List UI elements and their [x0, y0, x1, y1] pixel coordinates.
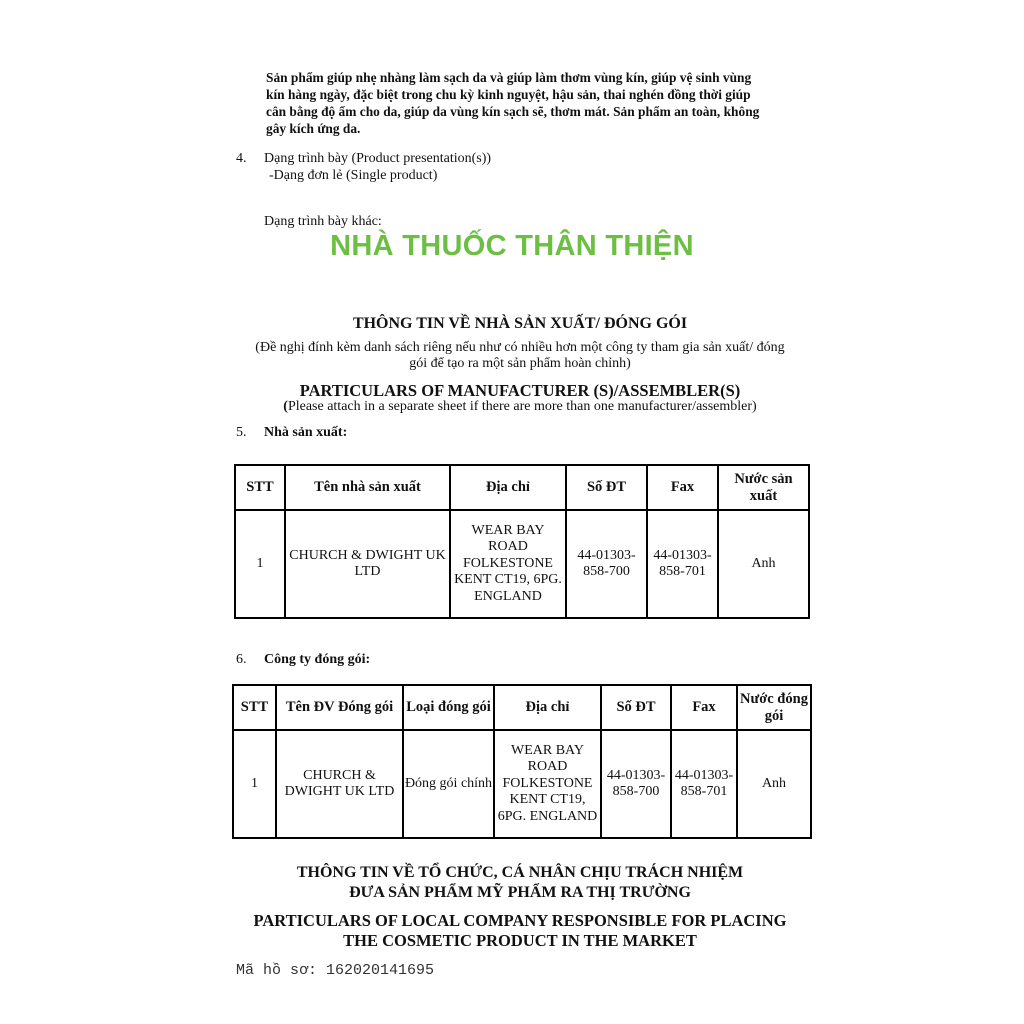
responsible-title-vi-line1: THÔNG TIN VỀ TỔ CHỨC, CÁ NHÂN CHỊU TRÁCH NHIỆM — [296, 864, 744, 881]
manufacturer-note-en — [0, 399, 1024, 415]
note-en-open-paren: ( — [283, 399, 288, 414]
section-5-title: Nhà sản xuất: — [264, 425, 348, 440]
packager-table — [232, 684, 812, 839]
section-6-number: 6. — [236, 652, 247, 667]
header-cell: Nước sản xuất — [718, 465, 809, 510]
table-cell: CHURCH & DWIGHT UK LTD — [285, 510, 450, 618]
header-cell: Nước đóng gói — [737, 685, 811, 730]
table-row — [233, 730, 811, 838]
header-cell: Tên nhà sản xuất — [285, 465, 450, 510]
description-line: kín hàng ngày, đặc biệt trong chu kỳ kinh nguyệt, hậu sản, thai nghén đồng thời giúp — [266, 87, 751, 102]
responsible-title-en-line2: THE COSMETIC PRODUCT IN THE MARKET — [343, 931, 697, 950]
manufacturer-info-title-en: PARTICULARS OF MANUFACTURER (S)/ASSEMBLER(S) — [299, 381, 741, 400]
table-cell: WEAR BAY ROAD FOLKESTONE KENT CT19, 6PG. ENGLAND — [494, 730, 601, 838]
header-cell: STT — [235, 465, 285, 510]
header-cell: Fax — [647, 465, 718, 510]
header-cell: Số ĐT — [566, 465, 647, 510]
table-cell: 44-01303-858-700 — [566, 510, 647, 618]
header-cell: Tên ĐV Đóng gói — [276, 685, 403, 730]
responsible-title-vi-line2: ĐƯA SẢN PHẨM MỸ PHẨM RA THỊ TRƯỜNG — [349, 884, 691, 901]
table-cell: Anh — [718, 510, 809, 618]
table-cell: 44-01303-858-701 — [671, 730, 737, 838]
manufacturer-info-title-vi: THÔNG TIN VỀ NHÀ SẢN XUẤT/ ĐÓNG GÓI — [352, 315, 688, 332]
description-line: gây kích ứng da. — [266, 121, 361, 136]
table-header-row — [235, 465, 809, 510]
header-cell: Số ĐT — [601, 685, 671, 730]
note-en-text: Please attach in a separate sheet if there are more than one manufacturer/assembler) — [287, 399, 757, 414]
header-cell: STT — [233, 685, 276, 730]
single-product-text: -Dạng đơn lẻ (Single product) — [269, 168, 438, 183]
table-cell: 1 — [235, 510, 285, 618]
section-6-title: Công ty đóng gói: — [264, 652, 371, 667]
table-cell: CHURCH & DWIGHT UK LTD — [276, 730, 403, 838]
table-cell: 44-01303-858-701 — [647, 510, 718, 618]
brand-watermark: NHÀ THUỐC THÂN THIỆN — [330, 230, 694, 262]
record-label: Mã hồ sơ: — [236, 962, 318, 979]
header-cell: Địa chỉ — [450, 465, 566, 510]
section-4-number: 4. — [236, 151, 247, 166]
section-5-number: 5. — [236, 425, 247, 440]
responsible-title-en-line1: PARTICULARS OF LOCAL COMPANY RESPONSIBLE FOR PLACING — [253, 911, 787, 930]
manufacturer-note-vi-line1: (Đề nghị đính kèm danh sách riêng nếu như có nhiều hơn một công ty tham gia sản xuất/ đóng — [255, 340, 785, 355]
table-cell: 44-01303-858-700 — [601, 730, 671, 838]
table-cell: 1 — [233, 730, 276, 838]
product-description — [266, 69, 811, 137]
table-cell: Đóng gói chính — [403, 730, 494, 838]
table-cell: WEAR BAY ROAD FOLKESTONE KENT CT19, 6PG. ENGLAND — [450, 510, 566, 618]
header-cell: Địa chỉ — [494, 685, 601, 730]
header-cell: Fax — [671, 685, 737, 730]
manufacturer-note-vi-line2: gói để tạo ra một sản phẩm hoàn chỉnh) — [409, 356, 631, 371]
table-header-row — [233, 685, 811, 730]
description-line: Sản phẩm giúp nhẹ nhàng làm sạch da và giúp làm thơm vùng kín, giúp vệ sinh vùng — [266, 70, 752, 85]
manufacturer-table — [234, 464, 810, 619]
header-cell: Loại đóng gói — [403, 685, 494, 730]
record-number: 162020141695 — [326, 962, 435, 979]
table-row — [235, 510, 809, 618]
section-4-title: Dạng trình bày (Product presentation(s)) — [264, 151, 492, 166]
table-cell: Anh — [737, 730, 811, 838]
record-code — [236, 962, 434, 979]
other-presentation-label: Dạng trình bày khác: — [264, 214, 382, 229]
description-line: cân bằng độ ẩm cho da, giúp da vùng kín sạch sẽ, thơm mát. Sản phẩm an toàn, không — [266, 104, 760, 119]
